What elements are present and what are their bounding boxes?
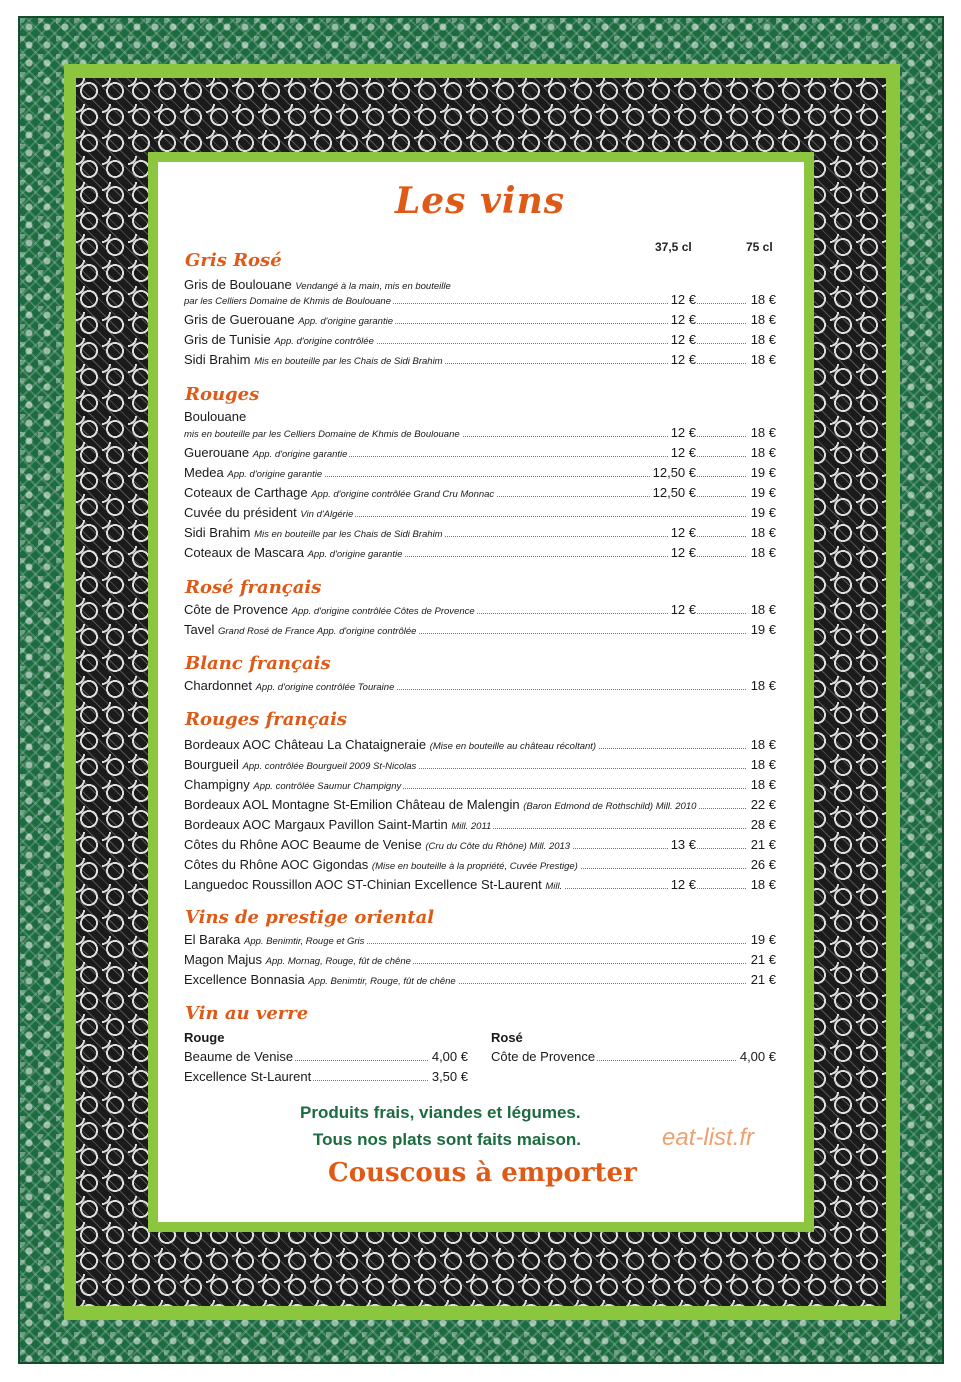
price-large: 21 € [750,952,776,967]
glass-wine-name: Excellence St-Laurent [184,1069,312,1084]
wine-desc: App. contrôlée Saumur Champigny [253,781,402,792]
glass-row [184,1067,468,1086]
wine-name: Côtes du Rhône AOC Gigondas [184,857,369,872]
wine-name: Gris de Tunisie [184,332,271,347]
price-large: 26 € [750,857,776,872]
price-small: 12 € [670,332,696,347]
price-small: 12 € [670,602,696,617]
price-small: 12 € [670,445,696,460]
wine-name: Côte de Provence [184,602,289,617]
wine-name: Côtes du Rhône AOC Beaume de Venise [184,837,422,852]
price-large: 19 € [750,622,776,637]
page-title: Les vins [394,180,566,222]
section-heading-gris-rose: Gris Rosé [185,250,282,271]
wine-row [184,950,776,969]
wine-desc: Mill. [545,881,563,892]
price-large: 18 € [750,445,776,460]
glass-price: 4,00 € [739,1049,776,1064]
wine-desc: Grand Rosé de France App. d'origine contrôlée [217,626,417,637]
wine-name: Bourgueil [184,757,239,772]
wine-desc: App. d'origine garantie [227,469,323,480]
wine-row [184,423,776,442]
price-large: 28 € [750,817,776,832]
footer-fresh-products: Produits frais, viandes et légumes. [300,1103,581,1122]
price-large: 18 € [750,352,776,367]
footer-homemade: Tous nos plats sont faits maison. [313,1130,581,1149]
price-large: 18 € [750,292,776,307]
wine-desc: App. d'origine contrôlée Touraine [255,682,395,693]
wine-desc: (Cru du Côte du Rhône) Mill. 2013 [425,841,571,852]
wine-name: Guerouane [184,445,250,460]
wine-name: Coteaux de Mascara [184,545,304,560]
wine-row [184,443,776,462]
price-small: 12 € [670,312,696,327]
wine-desc: App. Benimtir, Rouge, fût de chêne [308,976,456,987]
section-heading-rouges: Rouges [185,384,260,405]
wine-name: Chardonnet [184,678,252,693]
price-small: 12,50 € [652,465,696,480]
wine-row [184,310,776,329]
wine-name: Sidi Brahim [184,352,251,367]
wine-name: Gris de Guerouane [184,312,295,327]
wine-desc: App. d'origine garantie [307,549,403,560]
wine-row [184,350,776,369]
price-large: 18 € [750,777,776,792]
wine-row [184,503,776,522]
wine-desc: (Baron Edmond de Rothschild) Mill. 2010 [523,801,697,812]
price-large: 18 € [750,678,776,693]
wine-desc: App. Benimtir, Rouge et Gris [244,936,365,947]
wine-row [184,290,776,309]
wine-name: Coteaux de Carthage [184,485,308,500]
price-large: 19 € [750,505,776,520]
price-large: 21 € [750,972,776,987]
price-large: 18 € [750,757,776,772]
glass-row [184,1047,468,1066]
price-large: 19 € [750,932,776,947]
wine-name: Medea [184,465,224,480]
wine-row [184,755,776,774]
footer-couscous-takeaway: Couscous à emporter [328,1158,637,1188]
col-header-small: 37,5 cl [655,240,692,254]
wine-desc: App. d'origine garantie [252,449,348,460]
wine-name: Gris de Boulouane Vendangé à la main, mis en bouteille [184,277,451,292]
wine-desc: Mis en bouteille par les Chais de Sidi Brahim [254,529,443,540]
wine-desc: App. d'origine contrôlée [274,336,374,347]
wine-desc: App. d'origine garantie [298,316,393,327]
glass-price: 4,00 € [431,1049,468,1064]
col-header-large: 75 cl [746,240,773,254]
price-large: 18 € [750,425,776,440]
price-small: 12 € [670,292,696,307]
wine-desc: Mill. 2011 [451,821,492,832]
glass-wine-name: Côte de Provence [491,1049,596,1064]
wine-desc: par les Celliers Domaine de Khmis de Boulouane [184,296,392,307]
wine-name: Bordeaux AOC Château La Chataigneraie [184,737,427,752]
wine-desc: Mis en bouteille par les Chais de Sidi Brahim [254,356,443,367]
wine-desc: App. Mornag, Rouge, fût de chêne [265,956,411,967]
price-large: 18 € [750,545,776,560]
wine-row [184,676,776,695]
wine-name: Languedoc Roussillon AOC ST-Chinian Excellence St-Laurent [184,877,542,892]
price-large: 21 € [750,837,776,852]
wine-row [184,463,776,482]
verre-rose-label: Rosé [491,1030,523,1045]
wine-name: Champigny [184,777,250,792]
wine-row [184,483,776,502]
wine-row [184,600,776,619]
price-small: 12 € [670,352,696,367]
wine-desc: App. contrôlée Bourgueil 2009 St-Nicolas [242,761,417,772]
verre-rouge-label: Rouge [184,1030,225,1045]
wine-row [184,855,776,874]
price-large: 18 € [750,737,776,752]
wine-desc: mis en bouteille par les Celliers Domaine de Khmis de Boulouane [184,429,460,440]
price-small: 13 € [670,837,696,852]
price-large: 22 € [750,797,776,812]
wine-name: Magon Majus [184,952,263,967]
wine-desc: (Mise en bouteille au château récoltant) [429,741,597,752]
price-large: 18 € [750,602,776,617]
price-small: 12 € [670,425,696,440]
wine-name: El Baraka [184,932,241,947]
wine-row [184,523,776,542]
price-large: 19 € [750,485,776,500]
price-large: 18 € [750,332,776,347]
section-heading-blanc-francais: Blanc français [185,653,331,674]
wine-name: Bordeaux AOC Margaux Pavillon Saint-Martin [184,817,448,832]
price-small: 12 € [670,877,696,892]
wine-row [184,970,776,989]
price-small: 12 € [670,525,696,540]
glass-wine-name: Beaume de Venise [184,1049,294,1064]
wine-desc: Vendangé à la main, mis en bouteille [295,281,451,292]
wine-name: Sidi Brahim [184,525,251,540]
wine-desc: Vin d'Algérie [300,509,354,520]
wine-desc: App. d'origine contrôlée Grand Cru Monnac [311,489,495,500]
wine-row [184,775,776,794]
wine-name: Tavel [184,622,215,637]
price-large: 18 € [750,525,776,540]
section-heading-rouges-francais: Rouges français [185,709,348,730]
wine-row [184,795,776,814]
glass-price: 3,50 € [431,1069,468,1084]
wine-row [184,620,776,639]
wine-row [184,815,776,834]
wine-name: Bordeaux AOL Montagne St-Emilion Château de Malengin [184,797,520,812]
watermark: eat-list.fr [662,1124,755,1151]
wine-row [184,930,776,949]
wine-name: Boulouane [184,409,247,424]
wine-desc: App. d'origine contrôlée Côtes de Provence [291,606,475,617]
price-small: 12,50 € [652,485,696,500]
glass-row [491,1047,776,1066]
wine-name: Cuvée du président [184,505,297,520]
wine-row [184,735,776,754]
wine-desc: (Mise en bouteille à la propriété, Cuvée Prestige) [371,861,578,872]
wine-row [184,835,776,854]
wine-row [184,330,776,349]
section-heading-prestige: Vins de prestige oriental [185,907,435,928]
section-heading-vin-au-verre: Vin au verre [185,1003,309,1024]
price-large: 18 € [750,312,776,327]
price-small: 12 € [670,545,696,560]
wine-name: Excellence Bonnasia [184,972,305,987]
wine-row [184,543,776,562]
price-large: 18 € [750,877,776,892]
wine-row [184,875,776,894]
price-large: 19 € [750,465,776,480]
section-heading-rose-francais: Rosé français [185,577,322,598]
